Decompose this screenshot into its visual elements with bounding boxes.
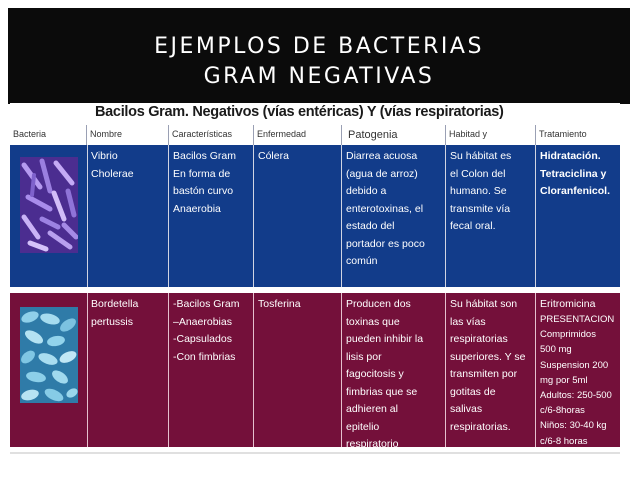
header-habitad: Habitad y [446,125,536,145]
cell-line: Adultos: 250-500 [540,390,612,402]
cell-line: el Colon del [450,167,506,180]
cell-line: respiratorias. [450,420,511,433]
cell-line: c/6-8 horas [540,435,588,447]
cell-line: respiratorio [346,438,399,450]
cell-line: respiratorias [450,333,508,345]
cell-line: estado del [346,220,395,232]
cell-line: Bacilos Gram [173,150,237,162]
bottom-divider [10,452,620,454]
cell-line: Su hábitat es [450,150,512,162]
cell-line: transmite vía [450,202,511,215]
cell-nombre [87,145,169,287]
cell-line: En forma de [173,167,231,180]
cell-line: transmiten por [450,368,518,380]
cell-line: mg por 5ml [540,374,588,386]
cell-line: c/6-8horas [540,405,585,417]
cell-line: Cloranfenicol. [540,185,611,197]
cell-line: -Bacilos Gram [173,298,240,310]
cell-line: fagocitosis y [346,368,404,380]
cell-line: adhieren al [346,403,398,415]
header-nombre: Nombre [87,125,169,145]
cell-line: (agua de arroz) [346,167,418,180]
vibrio-micrograph-image [20,157,78,253]
cell-line: PRESENTACION [540,314,615,325]
cell-line: lisis por [346,350,382,363]
cell-line: enterotoxinas, el [346,202,424,215]
header-tratamiento: Tratamiento [539,129,587,139]
cell-line: portador es poco [346,237,425,250]
cell-line: epitelio [346,420,380,433]
cell-line: Tosferina [258,298,301,310]
cell-line: Hidratación. [540,150,601,162]
tratamiento-title: Eritromicina [540,298,596,310]
cell-line: Suspension 200 [540,359,609,371]
cell-caracteristicas [169,293,254,447]
cell-line: fimbrias que se [346,385,418,398]
cell-line: Cólera [258,150,289,162]
table-header [10,125,620,145]
cell-patogenia [342,293,446,450]
table-row-bordetella [10,293,620,450]
cell-line: Anaerobia [173,202,221,215]
header-bacteria: Bacteria [10,125,87,145]
cell-line: gotitas de [450,385,496,398]
cell-enfermedad [254,145,342,287]
cell-line: -Con fimbrias [173,350,236,363]
slide-subtitle: Bacilos Gram. Negativos (vías entéricas) Y (vías respiratorias) [95,104,504,120]
cell-line: debido a [346,185,387,197]
header-patogenia: Patogenia [342,125,446,145]
cell-line: pertussis [91,315,134,328]
cell-line: Producen dos [346,298,411,310]
cell-patogenia [342,145,446,287]
cell-line: Vibrio [91,150,118,162]
cell-line: salivas [450,403,483,415]
header-enfermedad: Enfermedad [254,125,342,145]
cell-line: -Capsulados [173,333,232,345]
cell-line: fecal oral. [450,220,496,232]
header-caracteristicas: Características [169,125,254,145]
bordetella-micrograph-image [20,307,78,403]
cell-habitad [446,145,536,287]
cell-line: superiores. Y se [450,350,526,363]
cell-nombre [87,293,169,447]
cell-line: humano. Se [450,185,507,197]
table-row-vibrio [10,145,620,287]
bacteria-image-cell [10,145,88,287]
cell-line: Niños: 30-40 kg [540,420,607,432]
cell-line: Bordetella [91,298,139,310]
cell-line: Comprimidos [540,329,596,341]
cell-enfermedad [254,293,342,447]
cell-line: toxinas que [346,315,400,328]
cell-tratamiento [536,145,620,287]
slide-title-line-2: GRAM NEGATIVAS [203,64,435,89]
cell-caracteristicas [169,145,254,287]
cell-line: común [346,255,378,267]
cell-line: bastón curvo [173,185,234,197]
cell-habitad [446,293,536,447]
bacteria-image-cell [10,293,88,447]
cell-line: Su hábitat son [450,298,518,310]
cell-line: Tetraciclina y [540,167,607,180]
cell-line: 500 mg [540,344,572,356]
cell-line: las vías [450,315,486,328]
title-box [8,8,630,104]
cell-line: Cholerae [91,167,134,180]
slide-title-line-1: EJEMPLOS DE BACTERIAS [154,34,484,59]
cell-tratamiento [536,293,620,447]
cell-line: pueden inhibir la [346,333,424,345]
cell-line: Diarrea acuosa [346,150,418,162]
cell-line: –Anaerobias [173,315,232,328]
